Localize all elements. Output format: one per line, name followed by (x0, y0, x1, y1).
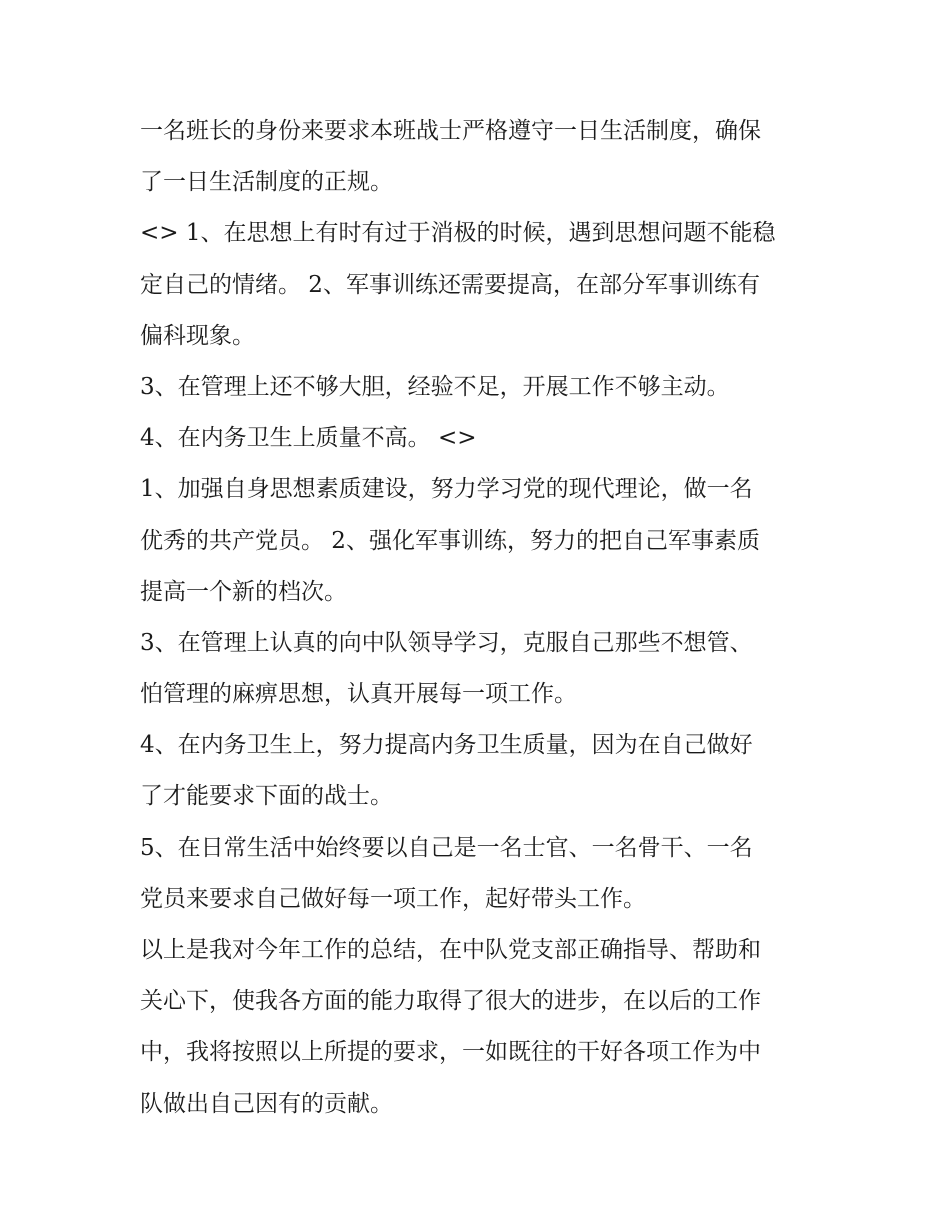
text-line: 定自己的情绪。 2、军事训练还需要提高，在部分军事训练有 (140, 271, 760, 298)
text-line: <> 1、在思想上有时有过于消极的时候，遇到思想问题不能稳 (140, 220, 776, 247)
text-line: 偏科现象。 (140, 322, 255, 349)
text-line: 了才能要求下面的战士。 (140, 783, 393, 810)
document-page (140, 106, 820, 1130)
text-line: 队做出自己因有的贡献。 (140, 1090, 393, 1117)
text-line: 怕管理的麻痹思想，认真开展每一项工作。 (140, 681, 577, 708)
text-line: 一名班长的身份来要求本班战士严格遵守一日生活制度，确保 (140, 118, 761, 144)
text-line: 党员来要求自己做好每一项工作，起好带头工作。 (140, 885, 646, 912)
text-line: 4、在内务卫生上质量不高。 <> (140, 425, 477, 452)
text-line: 中，我将按照以上所提的要求，一如既往的干好各项工作为中 (140, 1039, 761, 1066)
text-line: 了一日生活制度的正规。 (140, 169, 393, 196)
text-line: 3、在管理上认真的向中队领导学习，克服自己那些不想管、 (140, 629, 753, 656)
text-line: 4、在内务卫生上，努力提高内务卫生质量，因为在自己做好 (140, 732, 753, 759)
text-line: 1、加强自身思想素质建设，努力学习党的现代理论，做一名 (140, 476, 753, 503)
text-line: 关心下，使我各方面的能力取得了很大的进步，在以后的工作 (140, 988, 761, 1015)
text-line: 以上是我对今年工作的总结，在中队党支部正确指导、帮助和 (140, 937, 761, 963)
text-line: 提高一个新的档次。 (140, 578, 347, 605)
text-line: 3、在管理上还不够大胆，经验不足，开展工作不够主动。 (140, 373, 730, 400)
text-line: 5、在日常生活中始终要以自己是一名士官、一名骨干、一名 (140, 834, 753, 861)
text-line: 优秀的共产党员。 2、强化军事训练，努力的把自己军事素质 (140, 527, 760, 554)
